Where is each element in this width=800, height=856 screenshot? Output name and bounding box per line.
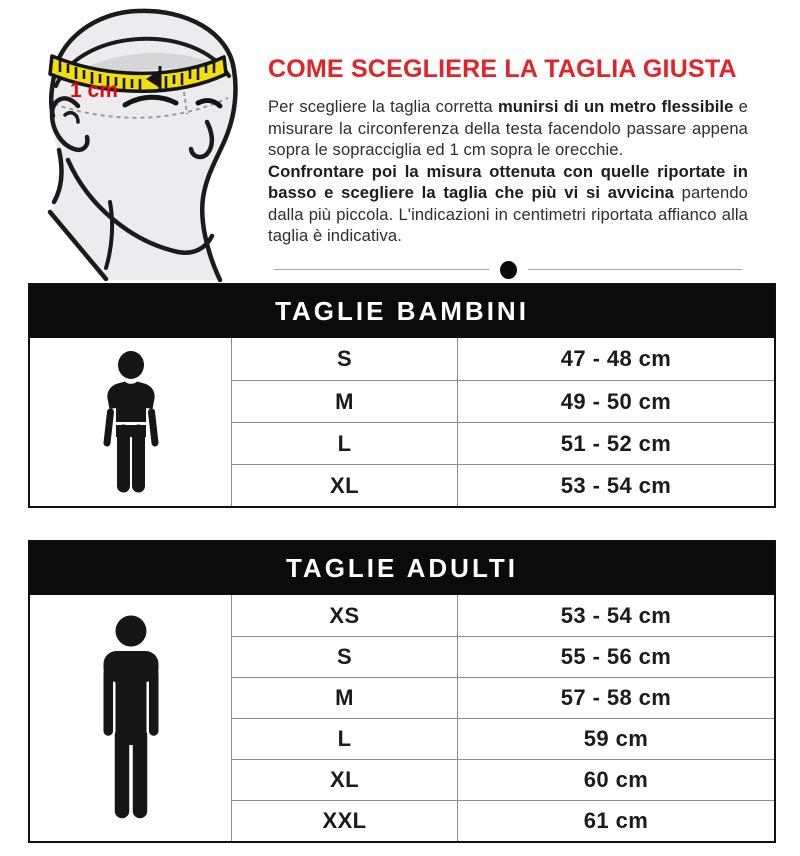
intro-text-2: e misurare la circonferenza della testa facendolo passare appena sopra le sopracciglia ed 1 cm sopra le orecchie.	[268, 97, 749, 159]
size-label: M	[232, 677, 458, 718]
size-label: S	[232, 338, 458, 380]
size-range: 47 - 48 cm	[560, 346, 672, 371]
intro-section	[0, 0, 800, 283]
adulti-table-title: TAGLIE ADULTI	[30, 542, 774, 595]
divider-line-right	[528, 269, 743, 270]
size-label: XS	[232, 595, 458, 636]
size-label: M	[232, 380, 458, 422]
intro-text-3: partendo dalla più piccola. L'indicazioni in centimetri riportata affianco alla taglia è indicativa.	[268, 183, 748, 245]
size-label: S	[232, 636, 458, 677]
size-range: 53 - 54 cm	[560, 602, 672, 628]
size-range: 60 cm	[458, 759, 774, 800]
intro-text-bold-1: munirsi di un metro flessibile	[497, 97, 734, 116]
head-measurement-illustration	[10, 2, 262, 282]
intro-text-bold-2: Confrontare poi la misura ottenuta con quelle riportate in basso e scegliere la taglia che più vi si avvicina	[268, 161, 748, 202]
size-range: 55 - 56 cm	[458, 636, 774, 677]
bambini-table-body	[30, 338, 774, 506]
intro-text-column	[262, 2, 776, 283]
intro-paragraph	[268, 96, 748, 247]
size-label: XL	[232, 759, 458, 800]
tape-measure-label: 1 cm	[70, 79, 118, 102]
size-range: 59 cm	[458, 718, 774, 759]
adult-figure-icon	[30, 595, 232, 841]
page-title: COME SCEGLIERE LA TAGLIA GIUSTA	[268, 55, 737, 83]
section-divider	[268, 261, 748, 279]
divider-line-left	[274, 269, 489, 270]
size-label: L	[232, 422, 458, 464]
head-illustration-svg	[10, 2, 262, 282]
bambini-size-table	[28, 283, 776, 508]
adulti-size-table	[28, 540, 776, 843]
size-range: 61 cm	[458, 800, 774, 841]
child-figure-icon	[30, 338, 232, 506]
size-range: 57 - 58 cm	[458, 677, 774, 718]
size-range: 49 - 50 cm	[458, 380, 774, 422]
size-label: XL	[232, 464, 458, 506]
divider-dot-icon	[500, 261, 517, 279]
bambini-table-title: TAGLIE BAMBINI	[30, 285, 774, 338]
size-label: XXL	[232, 800, 458, 841]
adulti-table-body	[30, 595, 774, 841]
size-range: 53 - 54 cm	[458, 464, 774, 506]
size-range: 51 - 52 cm	[458, 422, 774, 464]
size-label: L	[232, 718, 458, 759]
intro-text-1: Per scegliere la taglia corretta	[268, 97, 498, 116]
